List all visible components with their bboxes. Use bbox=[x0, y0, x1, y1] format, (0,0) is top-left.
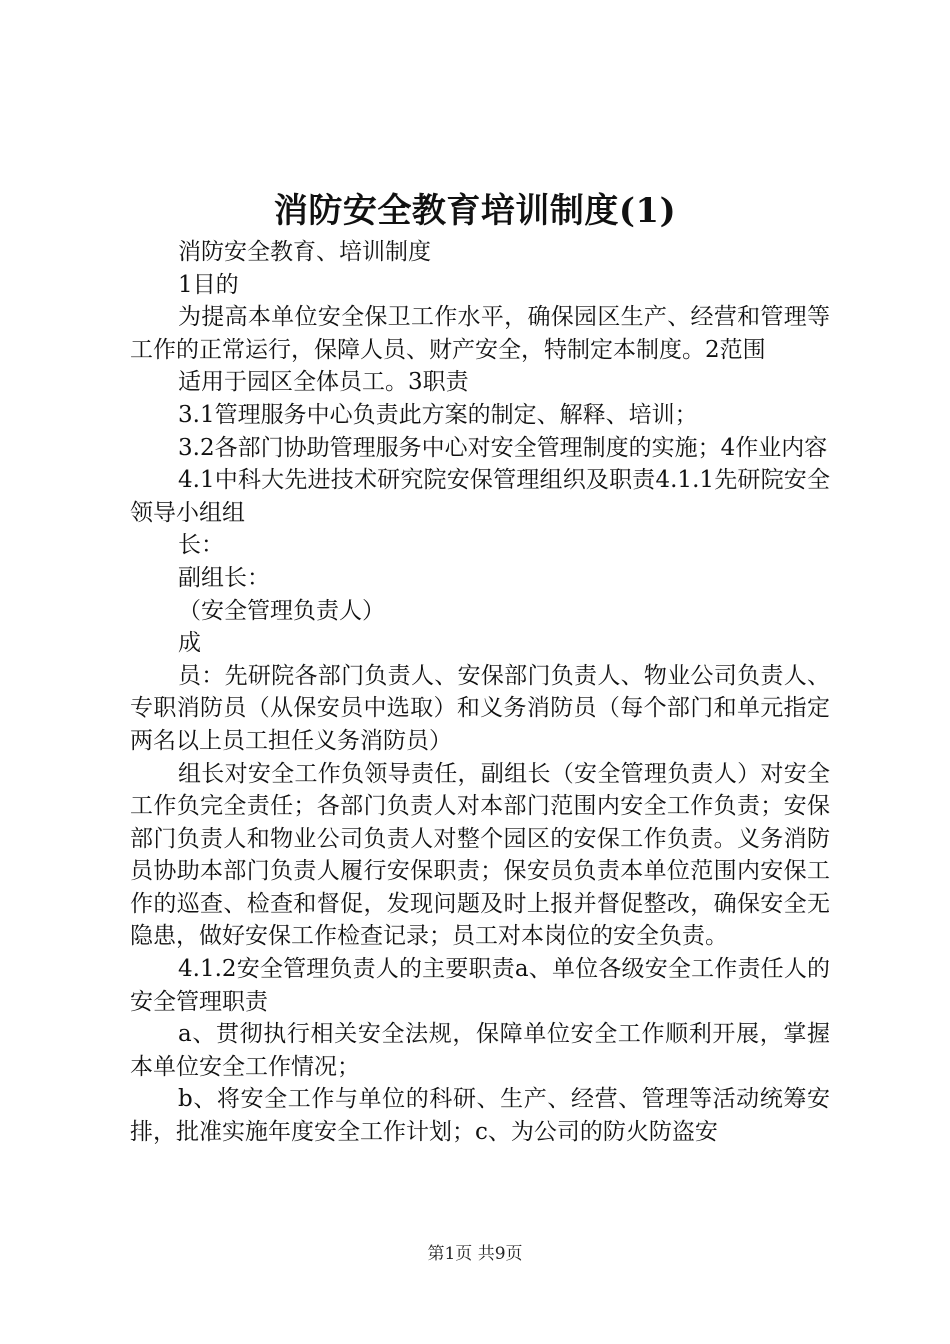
paragraph: 组长对安全工作负领导责任，副组长（安全管理负责人）对安全工作负完全责任；各部门负责人对本部门范围内安全工作负责；安保部门负责人和物业公司负责人对整个园区的安保工作负责。义务消防员协助本部门负责人履行安保职责；保安员负责本单位范围内安保工作的巡查、检查和督促，发现问题及时上报并督促整改，确保安全无隐患，做好安保工作检查记录；员工对本岗位的安全负责。 bbox=[130, 760, 830, 950]
paragraph: 1目的 bbox=[178, 271, 239, 298]
paragraph: 员：先研院各部门负责人、安保部门负责人、物业公司负责人、专职消防员（从保安员中选取）和义务消防员（每个部门和单元指定两名以上员工担任义务消防员） bbox=[130, 662, 830, 754]
page-footer: 第1页 共9页 bbox=[427, 1244, 523, 1264]
paragraph: 长： bbox=[178, 532, 224, 559]
paragraph: 3.1管理服务中心负责此方案的制定、解释、培训； bbox=[178, 401, 698, 428]
paragraph: 4.1.2安全管理负责人的主要职责a、单位各级安全工作责任人的安全管理职责 bbox=[130, 956, 830, 1015]
paragraph: 为提高本单位安全保卫工作水平，确保园区生产、经营和管理等工作的正常运行，保障人员、财产安全，特制定本制度。2范围 bbox=[130, 304, 830, 363]
paragraph: 4.1中科大先进技术研究院安保管理组织及职责4.1.1先研院安全领导小组组 bbox=[130, 467, 830, 526]
paragraph: 3.2各部门协助管理服务中心对安全管理制度的实施；4作业内容 bbox=[178, 434, 828, 461]
paragraph: 成 bbox=[178, 630, 201, 657]
paragraph: a、贯彻执行相关安全法规，保障单位安全工作顺利开展，掌握本单位安全工作情况； bbox=[130, 1021, 830, 1080]
page-title: 消防安全教育培训制度(1) bbox=[273, 191, 677, 231]
paragraph: 适用于园区全体员工。3职责 bbox=[178, 369, 469, 396]
paragraph: 消防安全教育、培训制度 bbox=[178, 239, 431, 265]
paragraph: （安全管理负责人） bbox=[178, 597, 385, 624]
document-body bbox=[130, 236, 830, 1149]
paragraph: 副组长： bbox=[178, 564, 270, 591]
paragraph: b、将安全工作与单位的科研、生产、经营、管理等活动统筹安排，批准实施年度安全工作计划；c、为公司的防火防盗安 bbox=[130, 1086, 830, 1146]
